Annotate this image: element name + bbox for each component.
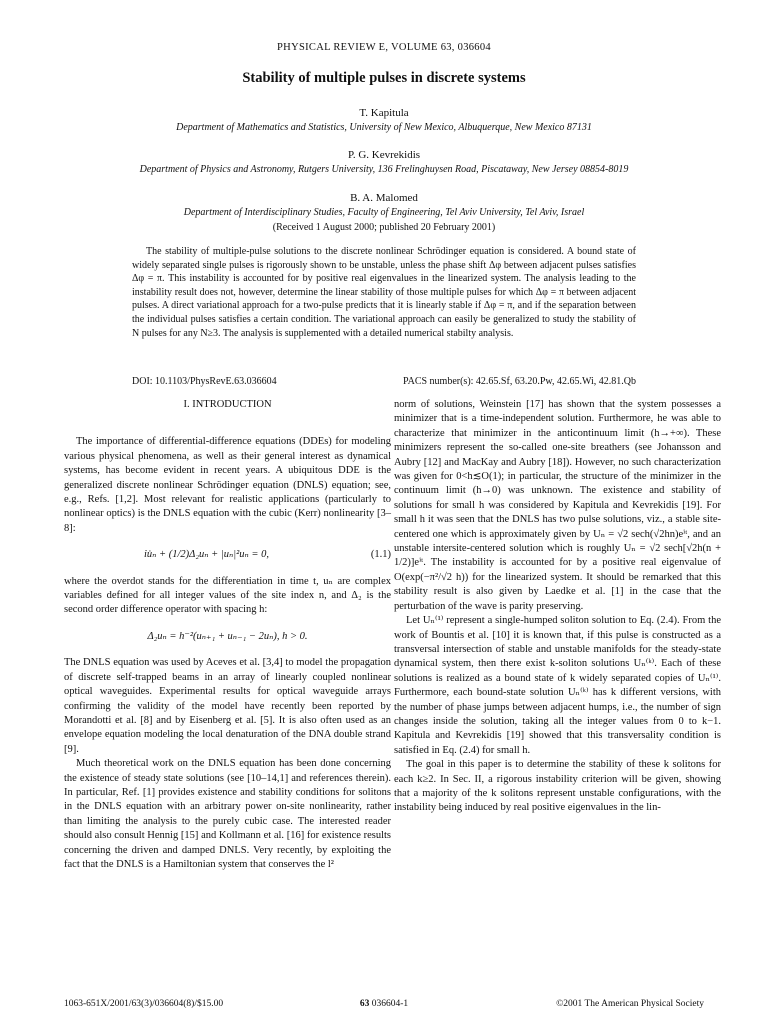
author-affiliation: Department of Interdisciplinary Studies, Faculty of Engineering, Tel Aviv University, Tel Aviv, Israel [183, 207, 585, 218]
footer-volume: 63 [359, 999, 370, 1009]
paragraph: Let Uₙ⁽¹⁾ represent a single-humped soliton solution to Eq. (2.4). From the work of Bountis et al. [10] it is known that, if this pulse is constructed as a transversal intersection of stable and unstable manifolds for the steady-state dynamical system, then there exist k-soliton solutions Uₙ⁽ᵏ⁾. Each of these solutions is realized as a bound state of k widely separated copies of Uₙ⁽¹⁾. Furthermore, each bound-state solution Uₙ⁽ᵏ⁾ has k different versions, with the number of phase jumps between adjacent humps, i.e., the number of sign changes inside the solution, taking all the integer values from 0 to k−1. Kapitula and Kevrekidis [19] showed that this transversality condition is satisfied in Eq. (2.4) for small h. [394, 615, 721, 756]
footer-issn: 1063-651X/2001/63(3)/036604(8)/$15.00 [64, 999, 224, 1009]
journal-header: PHYSICAL REVIEW E, VOLUME 63, 036604 [277, 42, 491, 53]
equation-difference-operator [64, 630, 391, 644]
left-column [64, 398, 391, 872]
paragraph: Much theoretical work on the DNLS equation has been done concerning the existence of steady state solutions (see [10–14,1] and references therein). In particular, Ref. [1] provides existence and stability conditions for solitons in the DNLS equation with an arbitrary power on-site nonlinearity, rather than limiting the analysis to the purely cubic case. The interested reader should also consult Hennig [15] and Kollmann et al. [16] for existence results concerning the driven and damped DNLS. Very recently, by exploiting the fact that the DNLS is a Hamiltonian system that conserves the l² [64, 758, 391, 870]
author-name: B. A. Malomed [350, 192, 418, 204]
author-name: P. G. Kevrekidis [347, 149, 421, 161]
equation-text: iu̇ₙ + (1/2)Δ₂uₙ + |uₙ|²uₙ = 0, [144, 549, 269, 561]
right-column [394, 398, 721, 816]
section-heading: I. INTRODUCTION [183, 399, 272, 410]
paragraph: norm of solutions, Weinstein [17] has shown that the system possesses a minimizer that is a time-independent solution. Furthermore, he was able to characterize that minimizer in the anticontinuum limit (h→+∞). These minimizers represent the so-called one-site breathers (see Johansson and Aubry [12] and MacKay and Aubry [18]). However, no such characterization was given for 0<h≲O(1); in particular, the structure of the minimizer in the continuum limit (h→0) was unknown. The existence and stability of solutions for small h was considered by Kapitula and Kevrekidis [19]. For small h it was seen that the DNLS has two pulse solutions, viz., a stable site-centered one which is approximately given by Uₙ = √2 sech(√2hn)eⁱᵗ, and an unstable intersite-centered solution which is roughly Uₙ = √2 sech[√2h(n + 1/2)]eⁱᵗ. The instability is accounted for by a positive real eigenvalue of O(exp(−π²/√2 h)) for the linearized system. It should be remarked that this stability result is also given by Laedke et al. [1] in the case that the perturbation of the wave is parity preserving. [394, 399, 721, 612]
paragraph: where the overdot stands for the differentiation in time t, uₙ are complex variables defined for all integer values of the site index n, and Δ₂ is the second order difference operator with spacing h: [64, 575, 391, 616]
paragraph: The goal in this paper is to determine the stability of these k solitons for each k≥2. In Sec. II, a rigorous instability criterion will be given, showing that a majority of the k solitons represent unstable configurations, with the instability being induced by real positive eigenvalues in the lin- [394, 759, 721, 814]
paragraph: The importance of differential-difference equations (DDEs) for modeling various physical phenomena, as well as their general interest as dynamical systems, has become evident in recent years. A ubiquitous DDE is the generalized discrete nonlinear Schrödinger equation (DNLS) equation; see, e.g., Refs. [1,2]. Most relevant for realistic applications (particularly to nonlinear optics) is the DNLS equation with the cubic (Kerr) nonlinearity [3–8]: [64, 436, 391, 534]
author-affiliation: Department of Mathematics and Statistics, University of New Mexico, Albuquerque, New Mexico 87131 [176, 122, 592, 133]
author-name: T. Kapitula [359, 107, 409, 119]
abstract-text: The stability of multiple-pulse solutions to the discrete nonlinear Schrödinger equation is considered. A bound state of widely separated single pulses is rigorously shown to be unstable, unless the phase shift Δφ between adjacent pulses satisfies Δφ = π. This instability is accounted for by positive real eigenvalues in the linearized system. The analysis leading to the instability result does not, however, determine the linear stability of those multiple pulses for which Δφ = π between adjacent pulses. A direct variational approach for a two-pulse predicts that it is linearly stable if Δφ = π, and if the separation between the individual pulses satisfies a certain condition. The variational approach can easily be generalized to study the stability of N pulses for any N≥3. The analysis is supplemented with a detailed numerical stabilty analysis. [132, 246, 636, 339]
paragraph: The DNLS equation was used by Aceves et al. [3,4] to model the propagation of discrete self-trapped beams in an array of linearly coupled nonlinear optical waveguides. Experimental results for optical waveguide arrays confirming the validity of the model have recently been reported by Morandotti et al. [8] and by Eisenberg et al. [5]. It is also often used as an envelope equation modeling the local denaturation of the DNA double strand [9]. [64, 657, 391, 755]
author-affiliation: Department of Physics and Astronomy, Rutgers University, 136 Frelinghuysen Road, Piscataway, New Jersey 08854-8019 [139, 164, 629, 175]
received-date: (Received 1 August 2000; published 20 February 2001) [272, 222, 496, 233]
paper-title: Stability of multiple pulses in discrete systems [242, 70, 526, 86]
abstract [132, 245, 636, 340]
pacs-numbers: PACS number(s): 42.65.Sf, 63.20.Pw, 42.65.Wi, 42.81.Qb [402, 376, 636, 387]
doi: DOI: 10.1103/PhysRevE.63.036604 [132, 376, 277, 387]
equation-1-1 [64, 548, 391, 562]
equation-number: (1.1) [370, 549, 391, 561]
equation-text: Δ₂uₙ = h⁻²(uₙ₊₁ + uₙ₋₁ − 2uₙ), h > 0. [147, 630, 308, 642]
footer-page: 036604-1 [371, 999, 409, 1009]
footer-copyright: ©2001 The American Physical Society [556, 999, 704, 1009]
